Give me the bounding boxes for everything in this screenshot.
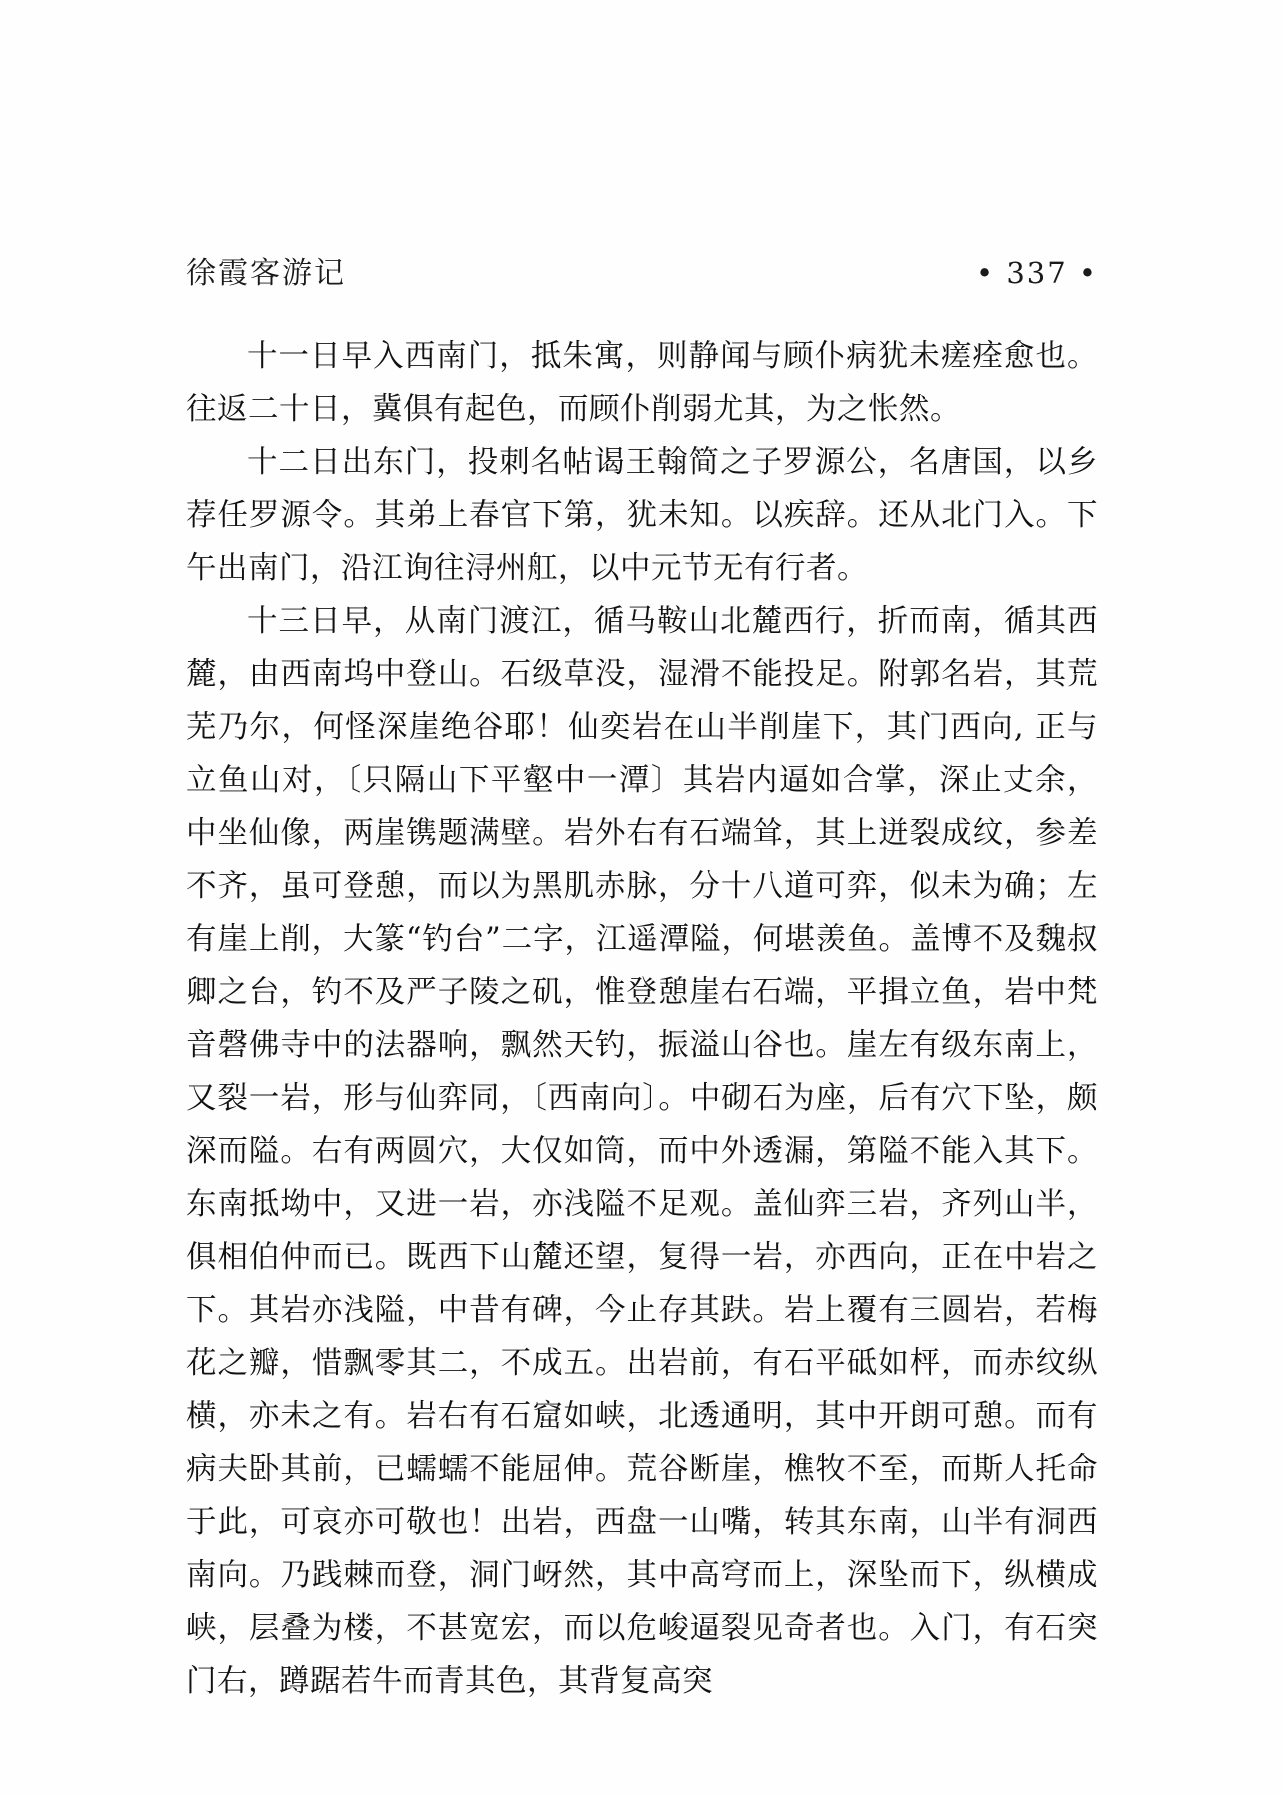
- paragraph: 十三日早，从南门渡江，循马鞍山北麓西行，折而南，循其西麓，由西南坞中登山。石级草没，湿滑不能投足。附郭名岩，其荒芜乃尔，何怪深崖绝谷耶！仙奕岩在山半削崖下，其门西向, 正与立鱼山对，〔只隔山下平壑中一潭〕其岩内逼如合掌，深止丈余，中坐仙像，两崖镌题满壁。岩外右有石端耸，其上迸裂成纹，参差不齐，虽可登憩，而以为黑肌赤脉，分十八道可弈，似未为确；左有崖上削，大篆“钓台”二字，江遥潭隘，何堪羡鱼。盖博不及魏叔卿之台，钓不及严子陵之矶，惟登憩崖右石端，平揖立鱼，岩中梵音磬佛寺中的法器响，飘然天钓，振溢山谷也。崖左有级东南上，又裂一岩，形与仙弈同，〔西南向〕。中砌石为座，后有穴下坠，颇深而隘。右有两圆穴，大仅如筒，而中外透漏，第隘不能入其下。东南抵坳中，又进一岩，亦浅隘不足观。盖仙弈三岩，齐列山半，俱相伯仲而已。既西下山麓还望，复得一岩，亦西向，正在中岩之下。其岩亦浅隘，中昔有碑，今止存其趺。岩上覆有三圆岩，若梅花之瓣，惜飘零其二，不成五。出岩前，有石平砥如枰，而赤纹纵横，亦未之有。岩右有石窟如峡，北透通明，其中开朗可憩。而有病夫卧其前，已蠕蠕不能屈伸。荒谷断崖，樵牧不至，而斯人托命于此，可哀亦可敬也！出岩，西盘一山嘴，转其东南，山半有洞西南向。乃践棘而登，洞门岈然，其中高穹而上，深坠而下，纵横成峡，层叠为楼，不甚宽宏，而以危峻逼裂见奇者也。入门，有石突门右，蹲踞若牛而青其色，其背复高突: [186, 604, 1098, 1699]
- paragraph: 十一日早入西南门，抵朱寓，则静闻与顾仆病犹未瘥痊愈也。往返二十日，冀俱有起色，而顾仆削弱尤其，为之怅然。: [186, 339, 1098, 427]
- book-title: 徐霞客游记: [186, 256, 346, 291]
- page-content: [186, 248, 1098, 1708]
- page-number: • 337 •: [976, 256, 1098, 290]
- paragraph: 十二日出东门，投刺名帖谒王翰简之子罗源公，名唐国，以乡荐任罗源令。其弟上春官下第，犹未知。以疾辞。还从北门入。下午出南门，沿江询往浔州舡，以中元节无有行者。: [186, 445, 1098, 586]
- page-header: [186, 248, 1098, 292]
- body-text: [186, 330, 1098, 1708]
